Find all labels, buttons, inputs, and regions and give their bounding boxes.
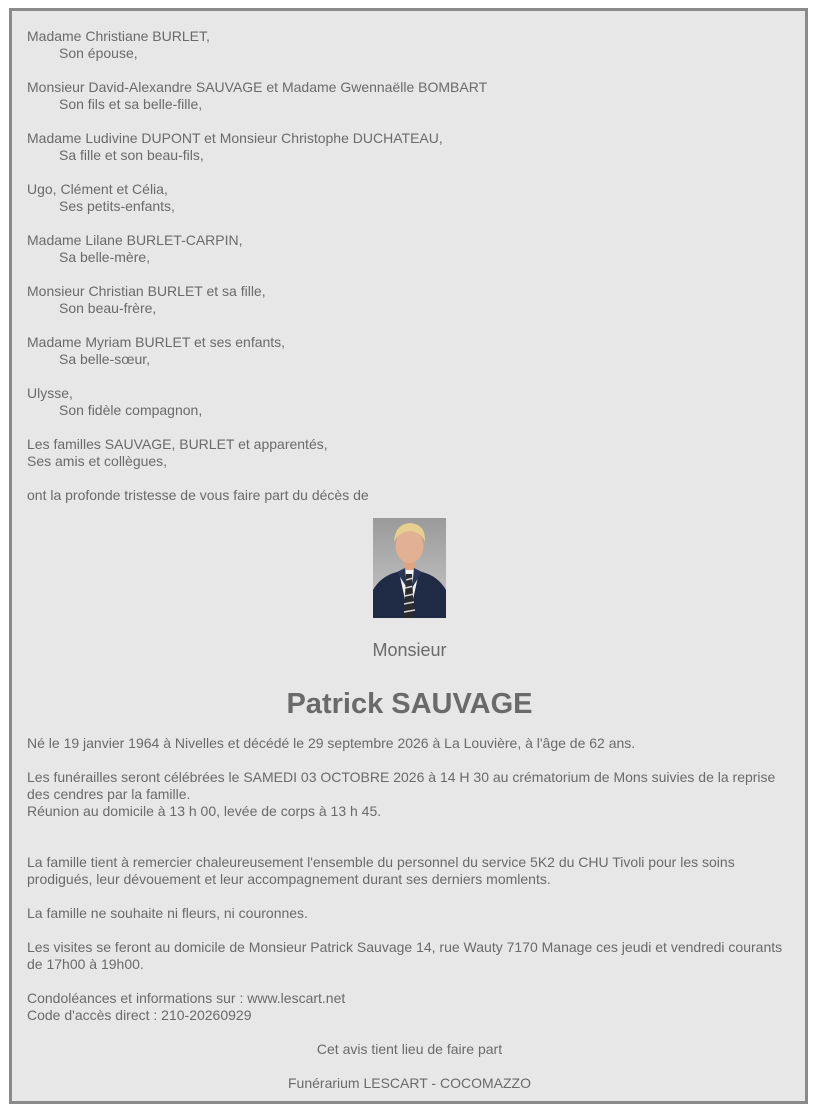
- no-flowers-paragraph: La famille ne souhaite ni fleurs, ni couronnes.: [27, 905, 308, 921]
- family-entry: [27, 334, 792, 368]
- deceased-name: Patrick SAUVAGE: [286, 688, 533, 720]
- family-entry: [27, 79, 792, 113]
- family-entry: [27, 130, 792, 164]
- family-entry: [27, 385, 792, 419]
- family-entry: [27, 28, 792, 62]
- obituary-content: [27, 28, 792, 1092]
- birth-death-info: Né le 19 janvier 1964 à Nivelles et décédé le 29 septembre 2026 à La Louvière, à l'âge de 62 ans.: [27, 735, 636, 751]
- funeral-meeting: Réunion au domicile à 13 h 00, levée de corps à 13 h 45.: [27, 803, 382, 819]
- family-entry: [27, 232, 792, 266]
- notice-line: Cet avis tient lieu de faire part: [316, 1041, 503, 1057]
- friends-line: Ses amis et collègues,: [27, 453, 168, 469]
- families-line: Les familles SAUVAGE, BURLET et apparentés,: [27, 436, 328, 452]
- obituary-card: [9, 8, 808, 1104]
- family-member-name: Madame Myriam BURLET et ses enfants,: [27, 334, 286, 350]
- family-member-name: Monsieur David-Alexandre SAUVAGE et Madame Gwennaëlle BOMBART: [27, 79, 488, 95]
- family-relation: Sa belle-sœur,: [59, 351, 151, 367]
- family-relation: Son beau-frère,: [59, 300, 157, 316]
- family-relation: Son fidèle compagnon,: [59, 402, 203, 418]
- family-member-name: Madame Lilane BURLET-CARPIN,: [27, 232, 243, 248]
- family-member-name: Madame Ludivine DUPONT et Monsieur Christophe DUCHATEAU,: [27, 130, 443, 146]
- condolences-info: [27, 990, 792, 1024]
- family-entry: [27, 283, 792, 317]
- funeral-home: Funérarium LESCART - COCOMAZZO: [288, 1075, 531, 1091]
- thanks-paragraph: La famille tient à remercier chaleureusement l'ensemble du personnel du service 5K2 du CHU Tivoli pour les soins prodigués, leur dévouement et leur accompagnement durant ses derniers momlents.: [27, 854, 735, 887]
- family-relation: Son fils et sa belle-fille,: [59, 96, 203, 112]
- funeral-info: [27, 769, 792, 820]
- deceased-portrait: [373, 518, 446, 618]
- family-entry: [27, 181, 792, 215]
- portrait-container: [27, 518, 792, 618]
- family-relation: Son épouse,: [59, 45, 138, 61]
- deceased-title: Monsieur: [372, 640, 447, 660]
- funeral-ceremony: Les funérailles seront célébrées le SAMEDI 03 OCTOBRE 2026 à 14 H 30 au crématorium de Mons suivies de la reprise des cendres par la famille.: [27, 769, 776, 802]
- family-member-name: Ulysse,: [27, 385, 73, 401]
- family-member-name: Monsieur Christian BURLET et sa fille,: [27, 283, 266, 299]
- family-member-name: Madame Christiane BURLET,: [27, 28, 210, 44]
- access-code: Code d'accès direct : 210-20260929: [27, 1007, 252, 1023]
- family-member-name: Ugo, Clément et Célia,: [27, 181, 168, 197]
- family-relation: Ses petits-enfants,: [59, 198, 175, 214]
- other-mourners: [27, 436, 792, 470]
- visits-paragraph: Les visites se feront au domicile de Monsieur Patrick Sauvage 14, rue Wauty 7170 Manage ces jeudi et vendredi courants de 17h00 à 19h00.: [27, 939, 783, 972]
- family-relation: Sa fille et son beau-fils,: [59, 147, 204, 163]
- condolences-website: Condoléances et informations sur : www.lescart.net: [27, 990, 346, 1006]
- family-relation: Sa belle-mère,: [59, 249, 151, 265]
- announcement-intro: ont la profonde tristesse de vous faire part du décès de: [27, 487, 369, 503]
